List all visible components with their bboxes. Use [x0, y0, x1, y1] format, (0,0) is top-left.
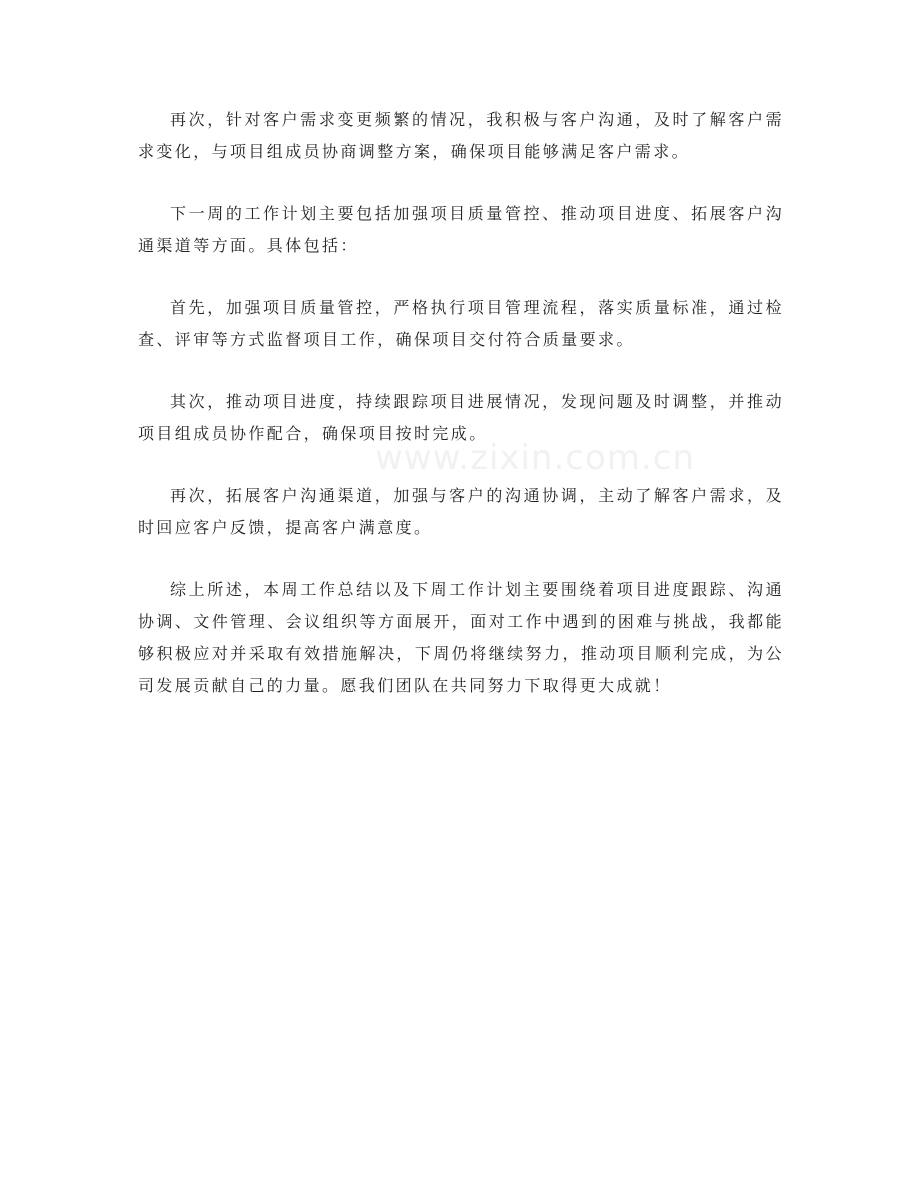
- watermark: www.zixin.com.cn: [375, 438, 695, 478]
- paragraph-1: 再次，针对客户需求变更频繁的情况，我积极与客户沟通，及时了解客户需求变化，与项目组成员协商调整方案，确保项目能够满足客户需求。: [138, 110, 784, 161]
- paragraph-5: 再次，拓展客户沟通渠道，加强与客户的沟通协调，主动了解客户需求，及时回应客户反馈，提高客户满意度。: [138, 486, 784, 537]
- document-body: [138, 104, 784, 732]
- paragraph-2: 下一周的工作计划主要包括加强项目质量管控、推动项目进度、拓展客户沟通渠道等方面。具体包括：: [138, 204, 784, 255]
- paragraph-3: 首先，加强项目质量管控，严格执行项目管理流程，落实质量标准，通过检查、评审等方式监督项目工作，确保项目交付符合质量要求。: [138, 298, 784, 349]
- paragraph-4: 其次，推动项目进度，持续跟踪项目进展情况，发现问题及时调整，并推动项目组成员协作配合，确保项目按时完成。: [138, 392, 784, 443]
- paragraph-6: 综上所述，本周工作总结以及下周工作计划主要围绕着项目进度跟踪、沟通协调、文件管理、会议组织等方面展开，面对工作中遇到的困难与挑战，我都能够积极应对并采取有效措施解决，下周仍将继续努力，推动项目顺利完成，为公司发展贡献自己的力量。愿我们团队在共同努力下取得更大成就！: [138, 580, 784, 695]
